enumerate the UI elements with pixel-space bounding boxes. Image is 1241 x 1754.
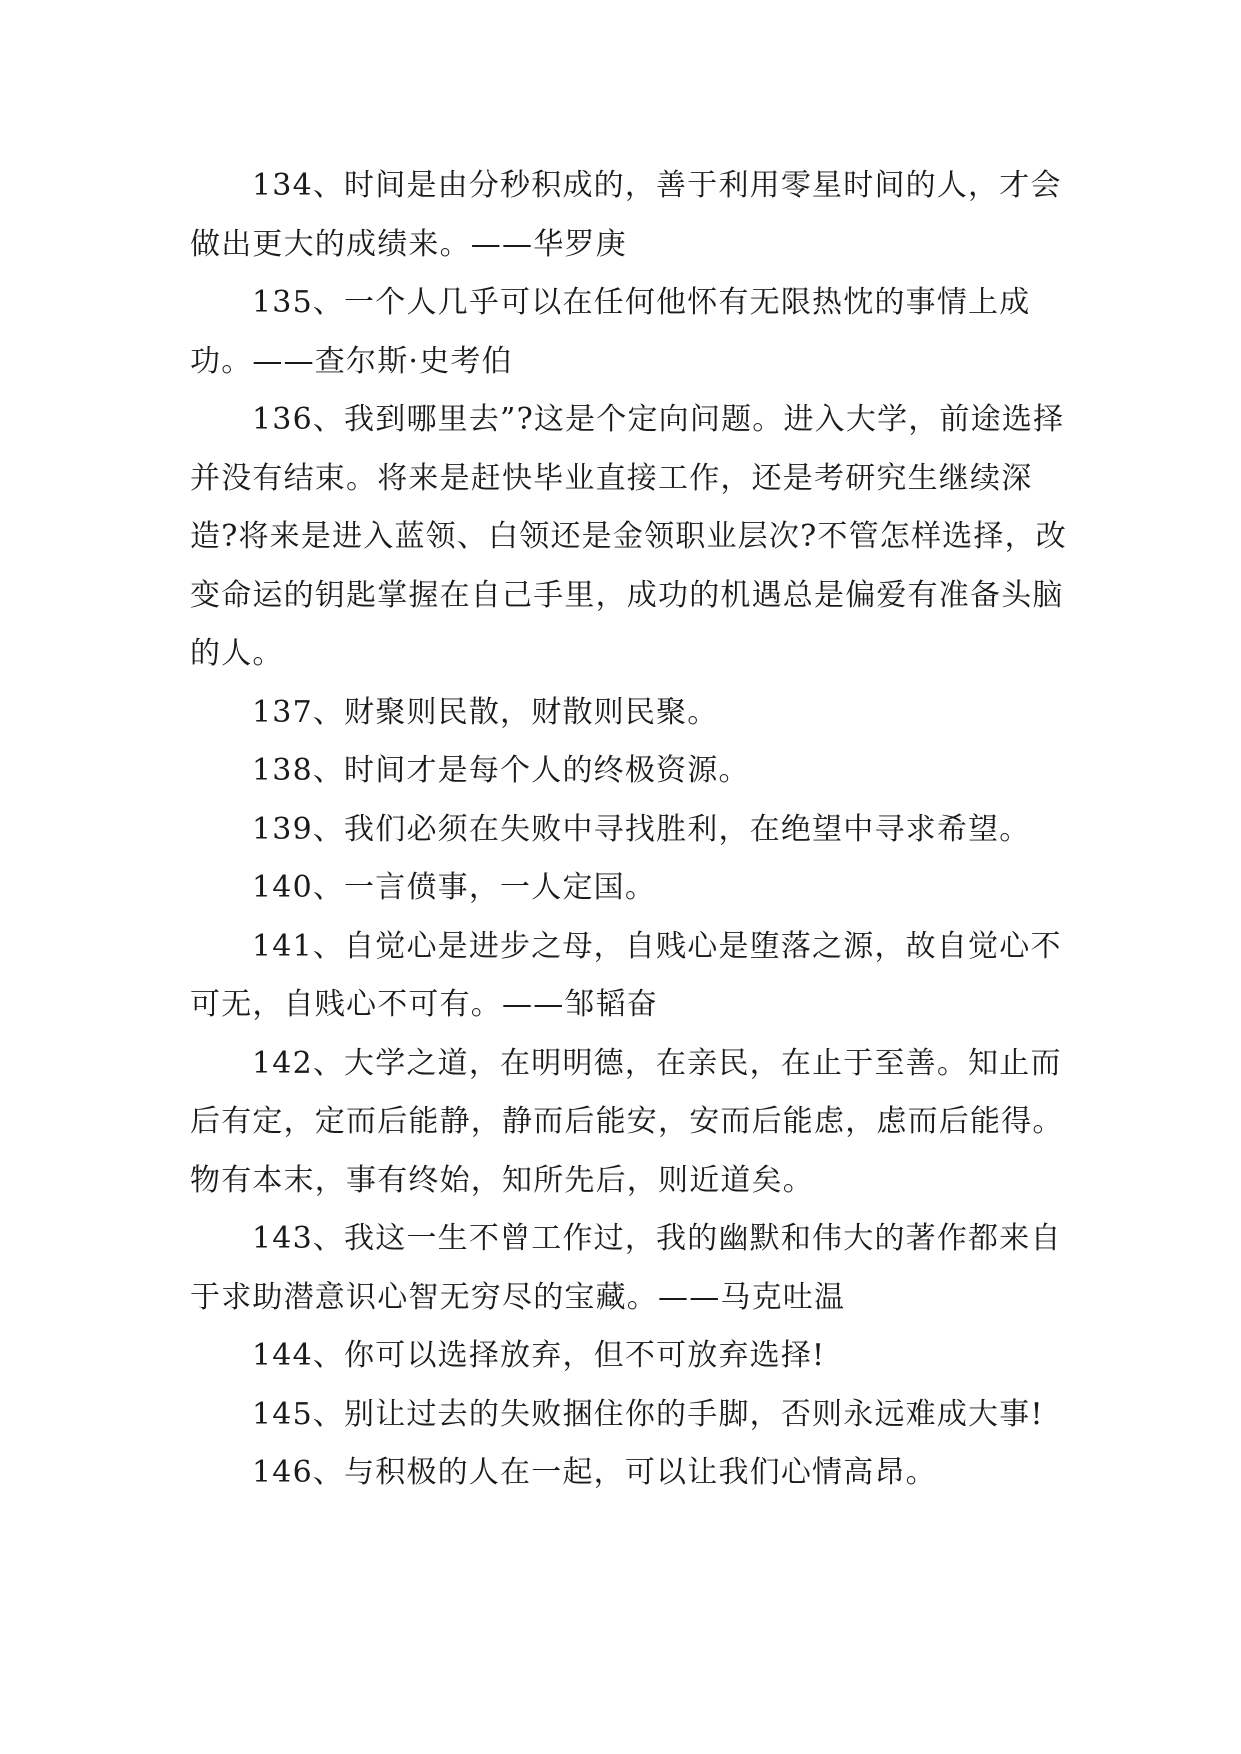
quote-paragraph: 139、我们必须在失败中寻找胜利，在绝望中寻求希望。 <box>252 811 1031 847</box>
quote-paragraph: 137、财聚则民散，财散则民聚。 <box>252 694 719 730</box>
quote-paragraph: 142、大学之道，在明明德，在亲民，在止于至善。知止而后有定，定而后能静，静而后能安，安而后能虑，虑而后能得。物有本末，事有终始，知所先后，则近道矣。 <box>190 1045 1064 1198</box>
quote-paragraph: 145、别让过去的失败捆住你的手脚，否则永远难成大事! <box>252 1396 1044 1432</box>
quote-paragraph: 140、一言偾事，一人定国。 <box>252 870 657 905</box>
quote-paragraph: 138、时间才是每个人的终极资源。 <box>252 753 750 788</box>
quote-paragraph: 144、你可以选择放弃，但不可放弃选择! <box>252 1338 826 1373</box>
quote-paragraph: 136、我到哪里去”?这是个定向问题。进入大学，前途选择并没有结束。将来是赶快毕业直接工作，还是考研究生继续深造?将来是进入蓝领、白领还是金领职业层次?不管怎样选择，改变命运的钥匙掌握在自己手里，成功的机遇总是偏爱有准备头脑的人。 <box>190 402 1067 671</box>
quote-paragraph: 135、一个人几乎可以在任何他怀有无限热忱的事情上成功。——查尔斯·史考伯 <box>190 285 1031 379</box>
quote-paragraph: 143、我这一生不曾工作过，我的幽默和伟大的著作都来自于求助潜意识心智无穷尽的宝藏。——马克吐温 <box>190 1221 1062 1315</box>
quote-paragraph: 146、与积极的人在一起，可以让我们心情高昂。 <box>252 1455 937 1490</box>
quote-paragraph: 134、时间是由分秒积成的，善于利用零星时间的人，才会做出更大的成绩来。——华罗庚 <box>190 168 1062 262</box>
quote-paragraph: 141、自觉心是进步之母，自贱心是堕落之源，故自觉心不可无，自贱心不可有。——邹韬奋 <box>190 928 1062 1022</box>
document-body <box>190 157 1070 1503</box>
